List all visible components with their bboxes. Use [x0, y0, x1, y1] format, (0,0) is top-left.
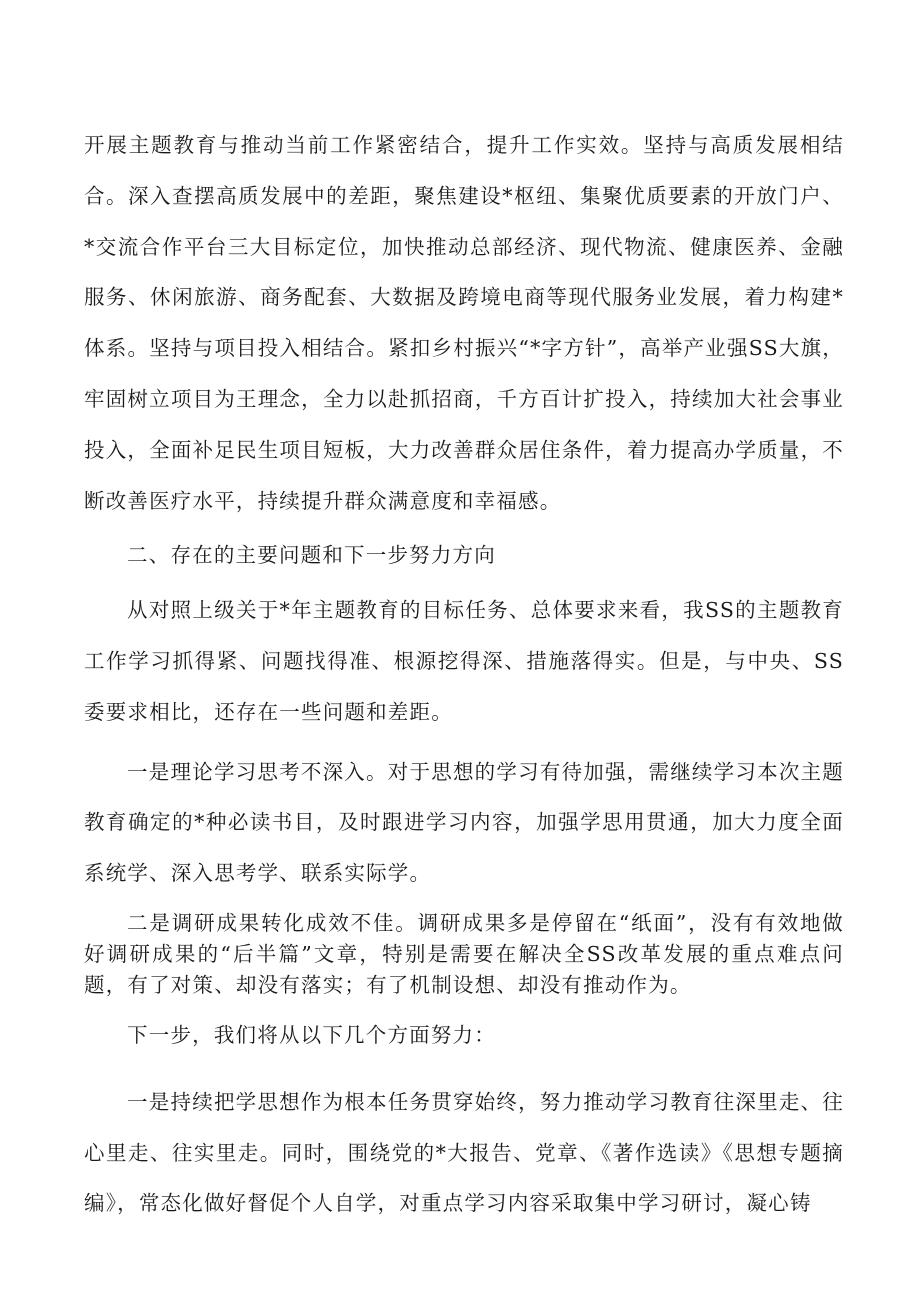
- document-body: [84, 120, 844, 1229]
- paragraph-continuation: 开展主题教育与推动当前工作紧密结合，提升工作实效。坚持与高质发展相结合。深入查摆高质发展中的差距，聚焦建设*枢纽、集聚优质要素的开放门户、*交流合作平台三大目标定位，加快推动总部经济、现代物流、健康医养、金融服务、休闲旅游、商务配套、大数据及跨境电商等现代服务业发展，着力构建*体系。坚持与项目投入相结合。紧扣乡村振兴“*字方针”，高举产业强SS大旗，牢固树立项目为王理念，全力以赴抓招商，千方百计扩投入，持续加大社会事业投入，全面补足民生项目短板，大力改善群众居住条件，着力提高办学质量，不断改善医疗水平，持续提升群众满意度和幸福感。: [84, 133, 844, 513]
- section-heading: 二、存在的主要问题和下一步努力方向: [127, 543, 496, 568]
- paragraph-problem-two: 二是调研成果转化成效不佳。调研成果多是停留在“纸面”，没有有效地做好调研成果的“后半篇”文章，特别是需要在解决全SS改革发展的重点难点问题，有了对策、却没有落实；有了机制设想、却没有推动作为。: [84, 910, 844, 997]
- paragraph-measure-one: 一是持续把学思想作为根本任务贯穿始终，努力推动学习教育往深里走、往心里走、往实里走。同时，围绕党的*大报告、党章、《著作选读》《思想专题摘编》，常态化做好督促个人自学，对重点学习内容采取集中学习研讨，凝心铸: [84, 1089, 844, 1216]
- paragraph-overview: 从对照上级关于*年主题教育的目标任务、总体要求来看，我SS的主题教育工作学习抓得紧、问题找得准、根源挖得深、措施落得实。但是，与中央、SS委要求相比，还存在一些问题和差距。: [84, 598, 844, 724]
- paragraph-next-steps: 下一步，我们将从以下几个方面努力：: [127, 1022, 496, 1047]
- paragraph-problem-one: 一是理论学习思考不深入。对于思想的学习有待加强，需继续学习本次主题教育确定的*种必读书目，及时跟进学习内容，加强学思用贯通，加大力度全面系统学、深入思考学、联系实际学。: [84, 759, 844, 886]
